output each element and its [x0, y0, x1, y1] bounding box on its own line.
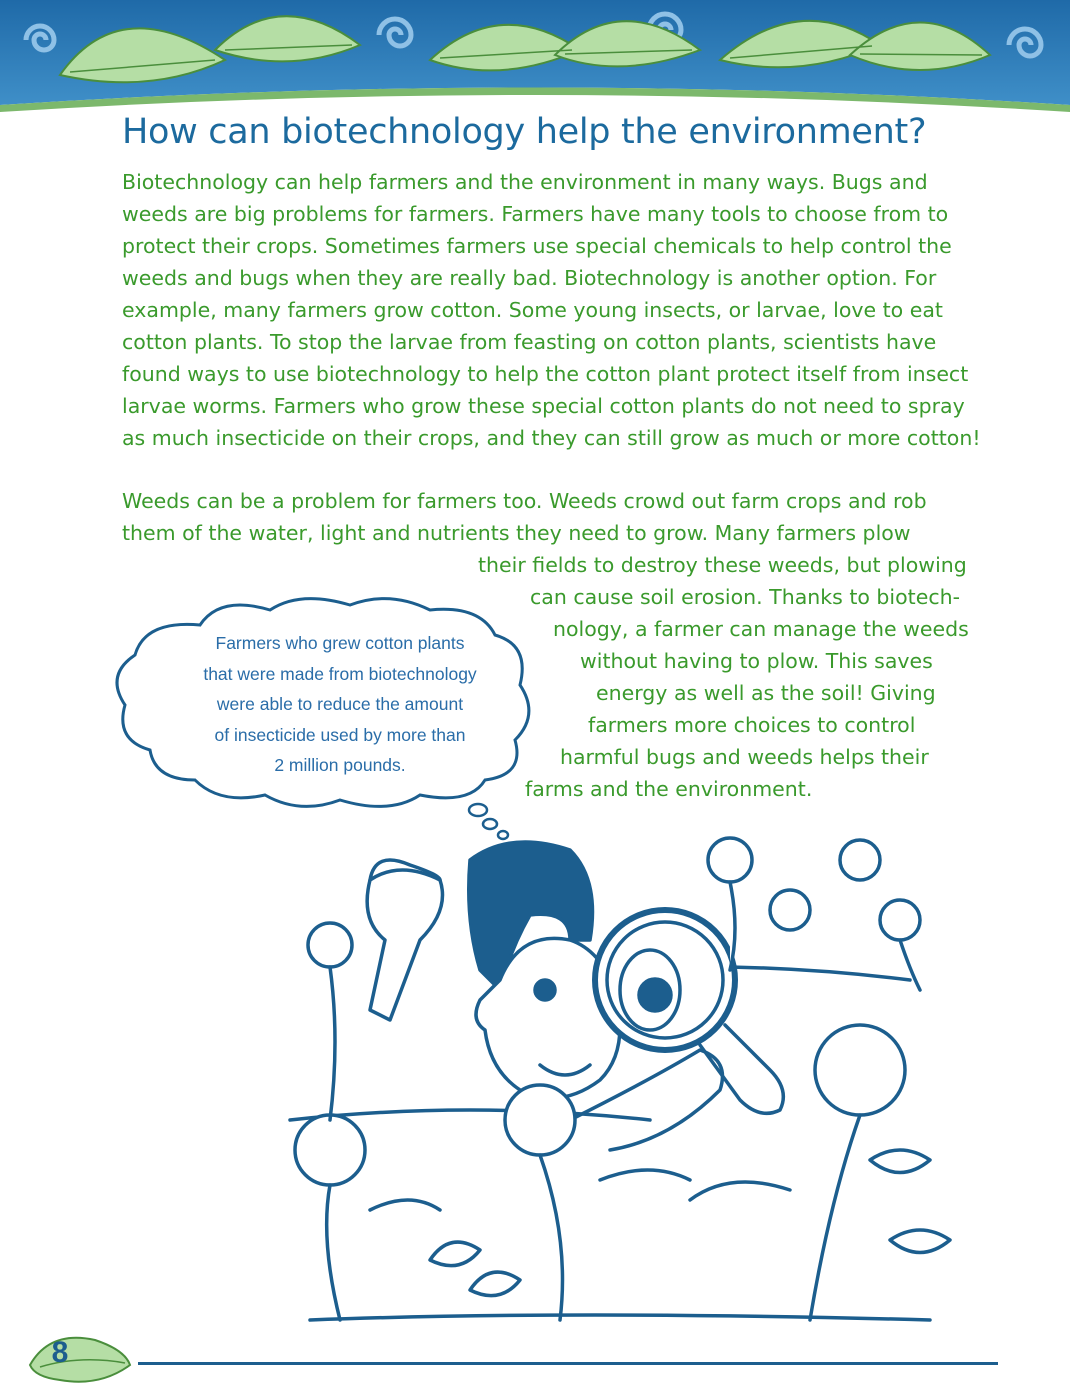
bubble-line: that were made from biotechnology: [203, 663, 477, 684]
text-line: energy as well as the soil! Giving: [596, 681, 936, 705]
text-line: weeds and bugs when they are really bad. Biotechnology is another option. For: [122, 266, 937, 290]
text-line: harmful bugs and weeds helps their: [560, 745, 929, 769]
bubble-line: Farmers who grew cotton plants: [215, 633, 465, 653]
page-number-leaf-icon: [20, 1325, 135, 1385]
footer-divider: [138, 1362, 998, 1365]
text-line: Biotechnology can help farmers and the environment in many ways. Bugs and: [122, 170, 928, 194]
bubble-line: of insecticide used by more than: [214, 724, 466, 745]
page-title: How can biotechnology help the environment?: [122, 112, 927, 152]
text-line: weeds are big problems for farmers. Farmers have many tools to choose from to: [122, 202, 949, 226]
text-line: their fields to destroy these weeds, but plowing: [478, 553, 967, 577]
text-line: can cause soil erosion. Thanks to biotech-: [530, 585, 960, 609]
bubble-line: were able to reduce the amount: [216, 694, 464, 714]
magnifying-glass: [595, 910, 735, 1050]
text-line: nology, a farmer can manage the weeds: [553, 617, 969, 641]
text-line: as much insecticide on their crops, and they can still grow as much or more cotton!: [122, 426, 981, 450]
boy-magnifying-glass-illustration: [270, 820, 970, 1330]
text-line: farmers more choices to control: [588, 713, 916, 737]
text-line: farms and the environment.: [525, 777, 813, 801]
text-line: them of the water, light and nutrients they need to grow. Many farmers plow: [122, 521, 911, 545]
paragraph-biotech-cotton: [122, 166, 981, 454]
thought-bubble-text: [170, 628, 510, 781]
text-line: without having to plow. This saves: [580, 649, 933, 673]
text-line: larvae worms. Farmers who grow these special cotton plants do not need to spray: [122, 394, 965, 418]
text-line: found ways to use biotechnology to help the cotton plant protect itself from insect: [122, 362, 969, 386]
text-line: Weeds can be a problem for farmers too. Weeds crowd out farm crops and rob: [122, 489, 927, 513]
bubble-line: 2 million pounds.: [274, 755, 406, 775]
page-number: 8: [51, 1336, 69, 1369]
text-line: protect their crops. Sometimes farmers use special chemicals to help control the: [122, 234, 952, 258]
text-line: cotton plants. To stop the larvae from feasting on cotton plants, scientists have: [122, 330, 937, 354]
text-line: example, many farmers grow cotton. Some young insects, or larvae, love to eat: [122, 298, 943, 322]
